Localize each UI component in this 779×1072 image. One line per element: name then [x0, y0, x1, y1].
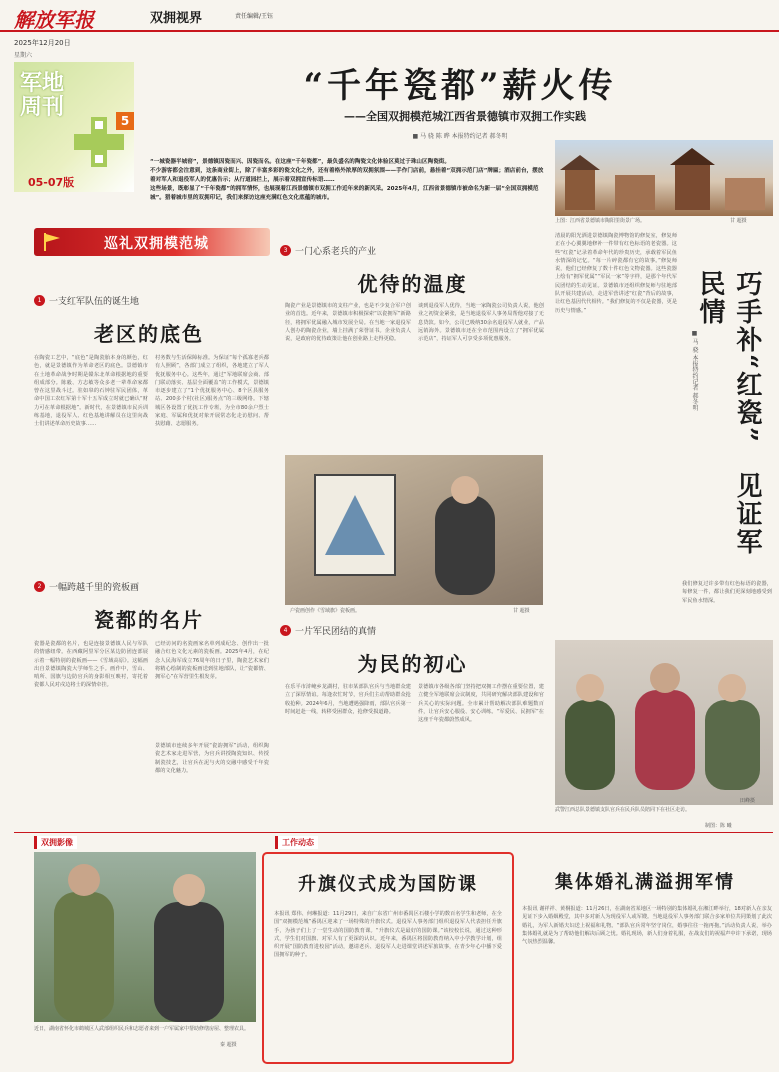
section2-kicker — [34, 580, 139, 593]
section3-photo-credit: 甘 超摄 — [513, 608, 530, 614]
section4-col1: 在乐平市浒崦乡龙湖村，驻市某部队官兵与当地群众建立了深厚情谊。每逢农忙时节，官兵们主动帮助群众抢收抢种。2024年6月，当地遭遇强降雨，部队官兵第一时间赶赴一线，转移受困群众，抢修受损道路。 — [285, 684, 411, 715]
bottom-middle-headline: 升旗仪式成为国防课 — [298, 874, 478, 895]
bottom-left-label: 双拥影像 — [34, 836, 77, 849]
bottom-left-caption: 近日，湖南省怀化市鹤城区人武部组织民兵和志愿者来到一户军属家中帮助修缮房屋、整理农具。 — [34, 1026, 250, 1032]
section3-headline: 优待的温度 — [357, 272, 468, 296]
date-block — [14, 38, 134, 59]
bottom-middle-box — [262, 852, 514, 1064]
lead-intro-p1: “一城瓷器半城窑”，景德镇因瓷而兴、因瓷而名。在这座“千年瓷都”，最负盛名的陶瓷文化体验区莫过于珠山区陶瓷街。 — [150, 159, 450, 165]
lead-byline: ■ 马 骁 陈 晔 本报特约记者 郝冬明 — [412, 133, 508, 140]
paper-name: 解放军报 — [14, 8, 94, 32]
section3-photo — [285, 455, 543, 605]
section4-col2: 景德镇市各级各部门坚持把双拥工作摆在重要位置，建立健全军地联席会议制度，共同研究解决部队建设和官兵关心的实际问题。全市累计帮助解决部队难题数百件，让官兵安心服役、安心训练。“军爱民、民拥军”在这座千年瓷都蔚然成风。 — [418, 684, 544, 724]
section2-number: 2 — [34, 581, 45, 592]
bottom-middle-body: 本报讯 郑伟、何琳报道：11月29日，来自广东省广州市番禺区石楼小学的数百名学生和老师，在全国“双拥模范城”番禺区迎来了一场特殊的升旗仪式。退役军人事务部门组织退役军人代表担任升旗手，为孩子们上了一堂生动的国防教育课。“升旗仪式是最好的国防课。”该校校长说，通过这种形式，学生们对国旗、对军人有了更深的认识。近年来，番禺区将国防教育纳入中小学教学计划，组织开展“国防教育进校园”活动，邀请老兵、退役军人走进课堂讲述军旅故事，在青少年心中播下爱国拥军的种子。 — [274, 911, 502, 959]
section1-headline: 老区的底色 — [94, 322, 204, 346]
editor: 责任编辑/王钰 — [235, 13, 274, 20]
section3-col1: 陶瓷产业是景德镇市的支柱产业，也是不少复合军户创业的首选。近年来，景德镇市积极探索“以瓷拥军”新路径，将拥军优属融入城市发展全局。在当地一家退役军人创办的陶瓷企业，墙上挂满了荣誉证书。企业负责人说，是政府的优待政策让他在创业路上走得更稳。 — [285, 303, 411, 343]
section2-kicker-text: 一幅跨越千里的瓷板画 — [49, 583, 140, 593]
right-feature-byline: ■ 马 骁 本报特约记者 郝冬明 — [691, 330, 698, 411]
section2-col2: 已经访问的名瓷画家名单列成纪念、创作出一批融合红色文化元素的瓷板画。2025年4月，在纪念人民海军成立76周年的日子里，陶瓷艺术家们将精心绘制的瓷板画送到驻地部队，让“瓷都情、拥军心”在军营里生根发芽。 — [155, 641, 269, 681]
issue-weekday: 星期六 — [14, 52, 33, 59]
lead-photo-credit: 甘 超摄 — [730, 218, 747, 224]
lead-photo — [555, 140, 773, 216]
section2-col3: 景德镇市连续多年开展“瓷韵拥军”活动，组织陶瓷艺术家走进军营，为官兵讲授陶瓷知识、传授制瓷技艺，让官兵在泥与火的交融中感受千年瓷都的文化魅力。 — [155, 743, 269, 774]
section2-col1: 瓷器是瓷都的名片，也是连接景德镇人民与军队的情感纽带。在西藏阿里军分区某边防团连部展示着一幅特别的瓷板画——《雪域高原》。这幅画出自景德镇陶瓷大学师生之手。画作中，雪山、哨所、国旗与边防官兵的身影相互映衬，寄托着瓷都人民对戍边将士的深情牵挂。 — [34, 641, 148, 689]
bottom-divider — [14, 832, 773, 833]
section3-kicker — [280, 244, 376, 257]
bottom-right-body: 本报讯 谢祥祥、黄桐报道：11月26日，在湖南省某地区一场特别的集体婚礼在湘江畔举行，18对新人在亲友见证下步入婚姻殿堂，其中多对新人为现役军人或军嫂。当地退役军人事务部门联合多家单位共同策划了此次婚礼，为军人新婚夫妇送上祝福和礼物。“部队官兵常年坚守岗位，婚事往往一拖再拖。”活动负责人说，举办集体婚礼就是为了帮助他们解决后顾之忧。婚礼现场，新人们身着礼服，在战友们的祝福声中许下承诺，现场气氛热烈温馨。 — [522, 906, 772, 946]
column-name: 双拥视界 — [150, 11, 203, 26]
section2-headline: 瓷都的名片 — [94, 608, 204, 632]
section3-kicker-text: 一门心系老兵的产业 — [295, 247, 377, 257]
bottom-right-headline: 集体婚礼满溢拥军情 — [555, 872, 735, 893]
lead-photo-caption: 上图：江西省景德镇市陶阳里街景广场。 — [555, 218, 646, 224]
section4-number: 4 — [280, 625, 291, 636]
right-feature-photo-credit: 田峰摄 — [740, 798, 756, 804]
banner-text: 巡礼双拥模范城 — [104, 236, 209, 252]
weekly-title: 军地周刊 — [20, 71, 65, 120]
bottom-left-photo — [34, 852, 256, 1022]
right-feature-side-note: 我们修复过许多带有红色标语的瓷器，每修复一件，都让我们更深刻地感受到军民鱼水情深。 — [682, 581, 772, 604]
section4-kicker-text: 一片军民团结的真情 — [295, 627, 377, 637]
lead-intro — [150, 158, 545, 203]
lead-subtitle: ——全国双拥模范城江西省景德镇市双拥工作实践 — [344, 110, 586, 123]
right-feature-photo — [555, 640, 773, 805]
section1-number: 1 — [34, 295, 45, 306]
lead-intro-p3: 这些场景，既彰显了“千年瓷都”的拥军情怀，也展现着江西景德镇市双拥工作近年来的新风采。2025年4月，江西省景德镇市被命名为新一届“全国双拥模范城”。猎着城市里的双拥印记，我们来探访这座充满红色文化底蕴的城市。 — [150, 186, 539, 201]
banner-flag-icon — [42, 233, 62, 251]
page-range: 05-07版 — [28, 176, 75, 189]
bottom-left-credit: 秦 超摄 — [220, 1042, 237, 1048]
right-feature-title-wrap — [682, 270, 772, 570]
right-feature-bottom-credit: 制图：陈 曦 — [705, 823, 732, 829]
section1-col2: 村务数与生活保障标准。为保证“每个孤寡老兵都有人照顾”，各部门成立了组织，各地建立了军人优抚服务中心。这些年，通过“军地联席会商、部门联动落实、基层全面覆盖”的工作模式，景德镇市逐步建立了“1个优抚服务中心、8个区县服务站、200多个村(社区)服务点”的三级网络。下辖城区各设置了优抚工作专班，为全市80余户烈士家庭、军属和优抚对象开展常态化走访慰问、帮扶慰藉、志愿服务。 — [155, 355, 269, 428]
section4-kicker — [280, 624, 376, 637]
lead-title: “千年瓷都”薪火传 — [303, 66, 617, 106]
right-feature-title: 巧手补“红瓷” 见证军民情 — [695, 270, 762, 556]
page-number-badge: 5 — [116, 112, 134, 130]
section1-col1: 在陶瓷工艺中，“底色”是陶瓷胎本身的颜色，红色，就是景德镇作为革命老区的底色。景德镇市在土地革命战争时期是赣东北革命根据地的重要组成部分。陈毅、方志敏等众多老一辈革命家都曾在这里战斗过。驻如皋的石钟驻军民团体，革命中国工农红军第十军十五军成立时就已确认“财力可在革命根据地”。新时代，在景德镇市民兵训练基地，退役军人、红色基地讲解员在这里向战士们讲述革命历史故事…… — [34, 355, 148, 428]
lead-intro-p2: 不少游客都会注意到，这条商业街上，除了丰富多彩的瓷文化之外，还有着格外浓厚的双拥氛围——手作门店前，悬挂着“双拥示范门店”牌匾；酒店前台，摆放着对军人和退役军人的优惠告示；从行道园拦上，展示着双拥宣传标语…… — [150, 168, 544, 183]
section1-kicker-text: 一支红军队伍的诞生地 — [49, 297, 140, 307]
section4-headline: 为民的初心 — [357, 652, 468, 676]
section3-col2: 谈到退役军人优待，当地一家陶瓷公司负责人说，他创业之初资金紧张，是当地退役军人事务局帮他对接了无息贷款。如今，公司已吸纳30余名退役军人就业，产品远销海外。景德镇市还在全市范围内设立了“拥军优属示范店”，持证军人可享受多项优惠服务。 — [418, 303, 544, 343]
weekly-logo — [14, 62, 139, 192]
section1-kicker — [34, 294, 139, 307]
section3-number: 3 — [280, 245, 291, 256]
masthead — [0, 0, 779, 32]
banner — [34, 228, 270, 256]
issue-date: 2025年12月20日 — [14, 39, 71, 47]
bottom-middle-label: 工作动态 — [275, 836, 318, 849]
right-feature-body: 清晨的阳光洒进景德镇陶瓷博物馆的修复室，修复师正在小心翼翼地修补一件带有红色标语的老瓷器。这些“红瓷”记录着革命年代的珍贵历史，承载着军民鱼水情深的记忆。“每一片碎瓷都有它的故事。”修复师说，他们已经修复了数十件红色文物瓷器。这些瓷器上绘有“拥军优属”“军民一家”等字样，是那个年代军民团结的生动见证。景德镇市还组织修复师与驻地部队开展共建活动，走进军营讲述“红瓷”背后的故事，让红色基因代代相传。“我们修复的不仅是瓷器，更是历史与情感。” — [555, 233, 677, 314]
right-feature-photo-caption: 武警江西总队景德镇支队官兵在民兵队员陪同下在社区走访。 — [555, 807, 691, 813]
section3-photo-caption: 户瓷画创作《雪域旗》瓷板画。 — [290, 608, 361, 614]
